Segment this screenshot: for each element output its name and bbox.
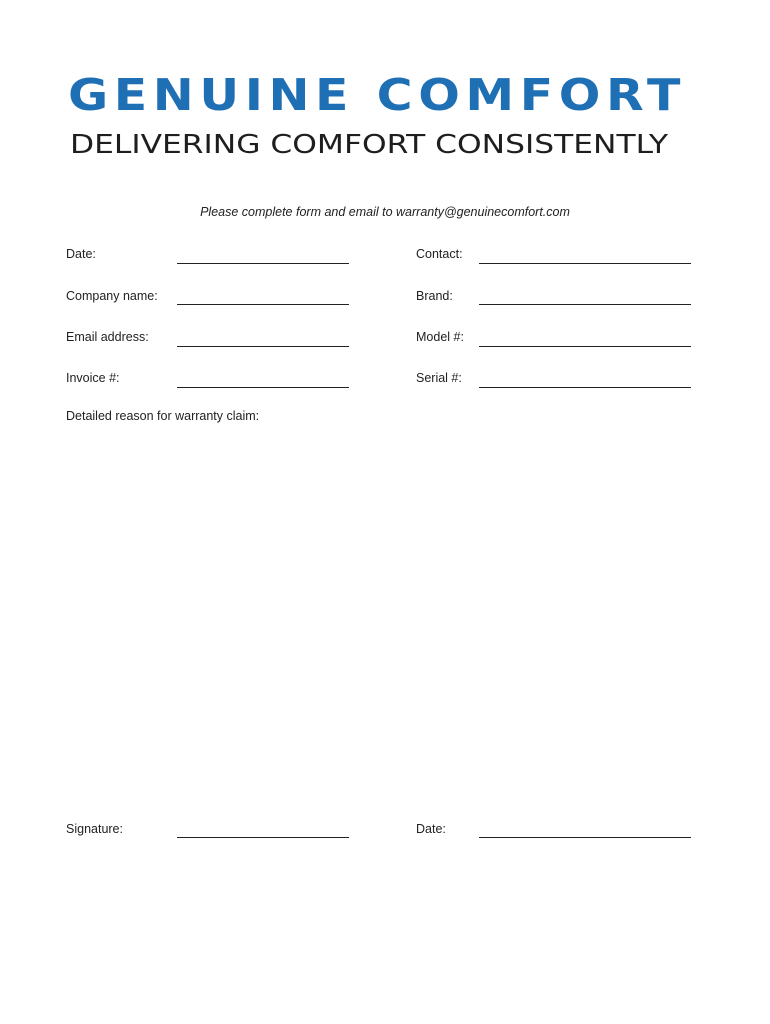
company-name-label: Company name: xyxy=(66,289,158,303)
form-instruction: Please complete form and email to warranty@genuinecomfort.com xyxy=(200,205,570,219)
signature-label: Signature: xyxy=(66,822,123,836)
company-name-field[interactable] xyxy=(177,304,349,305)
date-label: Date: xyxy=(66,247,96,261)
warranty-reason-label: Detailed reason for warranty claim: xyxy=(66,409,260,423)
invoice-field[interactable] xyxy=(177,387,349,388)
logo-brand-name: GENUINE COMFORT xyxy=(68,72,686,121)
signature-field[interactable] xyxy=(177,837,349,838)
model-field[interactable] xyxy=(479,346,691,347)
contact-label: Contact: xyxy=(416,247,463,261)
brand-label: Brand: xyxy=(416,289,453,303)
signature-date-field[interactable] xyxy=(479,837,691,838)
company-logo xyxy=(66,72,688,162)
brand-field[interactable] xyxy=(479,304,691,305)
serial-label: Serial #: xyxy=(416,371,462,385)
logo-tagline: DELIVERING COMFORT CONSISTENTLY xyxy=(70,130,669,160)
warranty-reason-area[interactable] xyxy=(66,430,691,810)
serial-field[interactable] xyxy=(479,387,691,388)
contact-field[interactable] xyxy=(479,263,691,264)
model-label: Model #: xyxy=(416,330,464,344)
invoice-label: Invoice #: xyxy=(66,371,120,385)
date-field[interactable] xyxy=(177,263,349,264)
email-address-field[interactable] xyxy=(177,346,349,347)
signature-date-label: Date: xyxy=(416,822,446,836)
email-address-label: Email address: xyxy=(66,330,149,344)
